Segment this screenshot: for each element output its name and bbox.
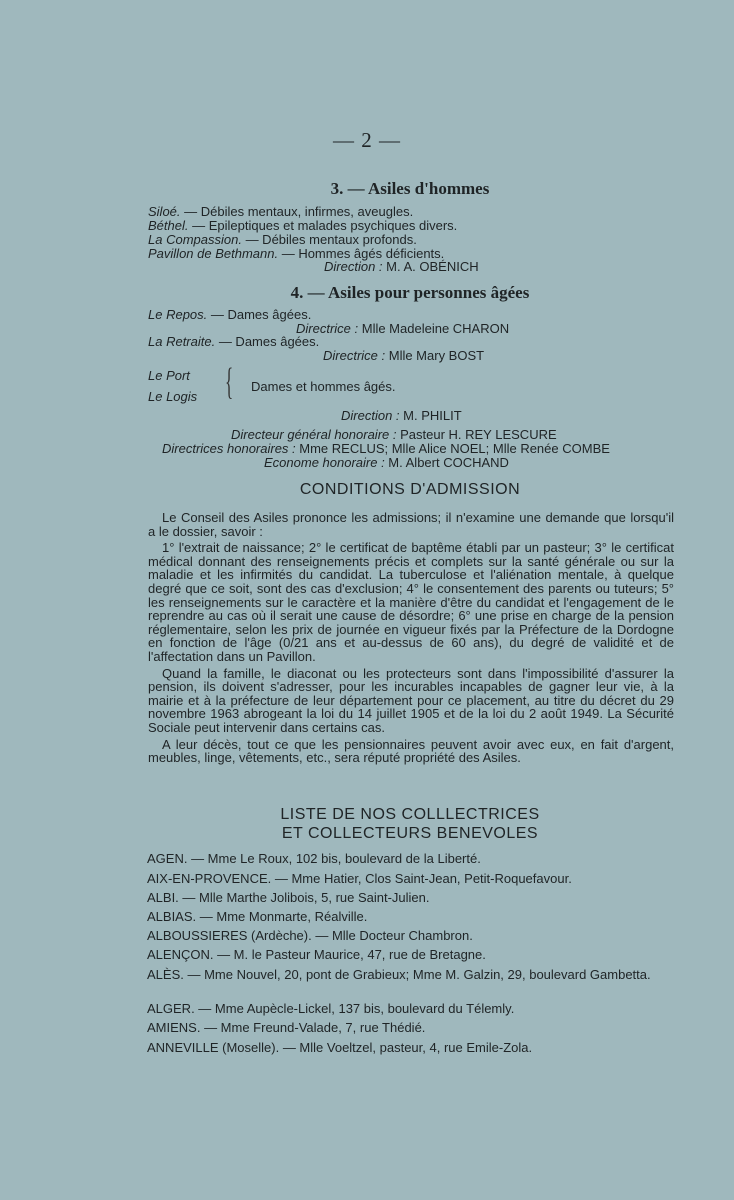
retraite-directrice [323, 349, 484, 363]
conditions-paragraph: Quand la famille, le diaconat ou les protecteurs sont dans l'impossibilité d'assurer la pension, ils doivent s'adresser, pour les incurables incapables de gagner leur vie, à la mairie et à la préfecture de leur département pour ce placement, au titre du décret du 29 novembre 1963 abrogeant la loi du 14 juillet 1905 et de la loi du 2 août 1949. La Sécurité Sociale peut intervenir dans certains cas. [148, 665, 674, 735]
institution-description: — Hommes âgés déficients. [278, 246, 445, 261]
list-item: ALÈS. — Mme Nouvel, 20, pont de Grabieux; Mme M. Galzin, 29, boulevard Gambetta. [147, 967, 651, 982]
honorary-director [231, 428, 557, 442]
institution-description: — Epileptiques et malades psychiques divers. [188, 218, 458, 233]
list-item: ANNEVILLE (Moselle). — Mlle Voeltzel, pasteur, 4, rue Emile-Zola. [147, 1040, 533, 1055]
philit-direction [341, 409, 462, 423]
conditions-paragraph: A leur décès, tout ce que les pensionnaires peuvent avoir avec eux, en fait d'argent, meubles, linge, vêtements, etc., sera réputé propriété des Asiles. [148, 736, 674, 766]
section-3-line-compassion [148, 233, 417, 247]
directrice-value: Mlle Mary BOST [385, 348, 485, 363]
direction-value: M. PHILIT [399, 408, 462, 423]
conditions-paragraph: Le Conseil des Asiles prononce les admissions; il n'examine une demande que lorsqu'il a le dossier, savoir : [148, 510, 674, 539]
direction-label: Direction : [324, 259, 383, 274]
list-item: AMIENS. — Mme Freund-Valade, 7, rue Thédié. [147, 1020, 426, 1035]
page-number: — 2 — [333, 128, 401, 152]
honorary-value: Pasteur H. REY LESCURE [396, 427, 557, 442]
list-item: ALENÇON. — M. le Pasteur Maurice, 47, rue de Bretagne. [147, 947, 486, 962]
list-item: ALBIAS. — Mme Monmarte, Réalville. [147, 909, 368, 924]
institution-description: — Dames âgées. [215, 334, 320, 349]
institution-description: — Dames âgées. [207, 307, 312, 322]
honorary-label: Directeur général honoraire : [231, 427, 397, 442]
honorary-label: Econome honoraire : [264, 455, 385, 470]
section-3-direction [324, 260, 479, 274]
institution-name: Le Repos. [148, 307, 208, 322]
section-3-title: 3. — Asiles d'hommes [330, 179, 490, 198]
institution-name: La Retraite. [148, 334, 216, 349]
conditions-title: CONDITIONS D'ADMISSION [299, 481, 521, 498]
repos-line [148, 308, 311, 322]
section-3-line-siloe [148, 205, 413, 219]
port-logis-description: Dames et hommes âgés. [251, 379, 396, 394]
brace-icon: { [225, 361, 234, 403]
honorary-econome [264, 456, 509, 470]
honorary-value: Mme RECLUS; Mlle Alice NOEL; Mlle Renée COMBE [295, 441, 610, 456]
directrice-label: Directrice : [323, 348, 386, 363]
list-item: ALGER. — Mme Aupècle-Lickel, 137 bis, boulevard du Télemly. [147, 1001, 515, 1016]
section-3-line-bethel [148, 219, 457, 233]
institution-name: Pavillon de Bethmann. [148, 246, 279, 261]
honorary-directrices [162, 442, 610, 456]
list-item: ALBOUSSIERES (Ardèche). — Mlle Docteur Chambron. [147, 928, 473, 943]
conditions-paragraph: 1° l'extrait de naissance; 2° le certificat de baptême établi par un pasteur; 3° le certificat médical donnant des renseignements précis et complets sur la santé générale ou sur la maladie et les infirmités du candidat. La tuberculose et l'aliénation mentale, à quelque degré que ce soit, sont des cas d'exclusion; 4° le consentement des parents ou tuteurs; 5° les renseignements sur le caractère et la manière d'être du candidat et l'engagement de le reprendre au cas où il serait une cause de désordre; 6° une prise en charge de la pension réglementaire, selon les prix de journée en vigueur fixés par la Préfecture de la Dordogne en fonction de l'âge (0/21 ans et au-dessus de 60 ans), du degré de validité et de l'affectation dans un Pavillon. [148, 540, 674, 664]
collectors-title-line-2: ET COLLECTEURS BENEVOLES [281, 825, 539, 842]
directrice-label: Directrice : [296, 321, 359, 336]
institution-name: La Compassion. [148, 232, 242, 247]
institution-name: Siloé. [148, 204, 181, 219]
repos-directrice [296, 322, 509, 336]
conditions-body [148, 511, 674, 768]
institution-name: Béthel. [148, 218, 189, 233]
list-item: ALBI. — Mlle Marthe Jolibois, 5, rue Saint-Julien. [147, 890, 430, 905]
honorary-value: M. Albert COCHAND [384, 455, 509, 470]
port-label: Le Port [148, 368, 190, 383]
logis-label: Le Logis [148, 389, 198, 404]
list-item: AGEN. — Mme Le Roux, 102 bis, boulevard de la Liberté. [147, 851, 481, 866]
direction-value: M. A. OBÉNICH [382, 259, 479, 274]
directrice-value: Mlle Madeleine CHARON [358, 321, 510, 336]
institution-description: — Débiles mentaux profonds. [241, 232, 417, 247]
honorary-label: Directrices honoraires : [162, 441, 296, 456]
list-item: AIX-EN-PROVENCE. — Mme Hatier, Clos Saint-Jean, Petit-Roquefavour. [147, 871, 572, 886]
section-4-title: 4. — Asiles pour personnes âgées [290, 283, 530, 302]
collectors-title-line-1: LISTE DE NOS COLLLECTRICES [280, 806, 540, 823]
institution-description: — Débiles mentaux, infirmes, aveugles. [180, 204, 414, 219]
retraite-line [148, 335, 319, 349]
direction-label: Direction : [341, 408, 400, 423]
